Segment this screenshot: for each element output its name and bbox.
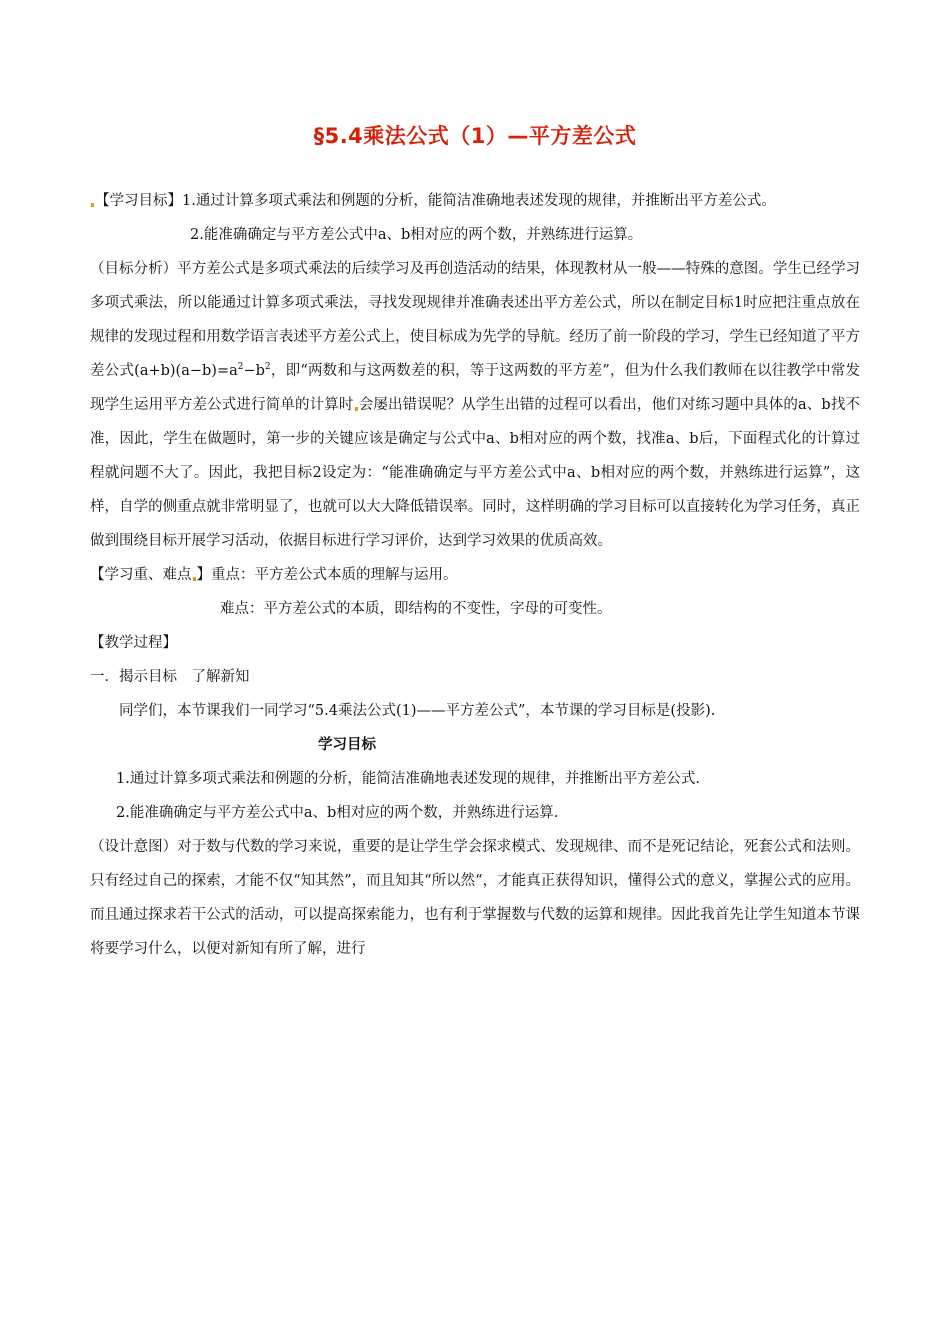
intro-paragraph: 同学们，本节课我们一同学习“5.4乘法公式(1)——平方差公式”，本节课的学习目标是(投影). — [119, 703, 716, 719]
design-paragraph: （设计意图）对于数与代数的学习来说，重要的是让学生学会探求模式、发现规律、而不是死记结论，死套公式和法则。只有经过自己的探索，才能不仅“知其然”，而且知其“所以然“，才能真正获得知识，懂得公式的意义，掌握公式的应用。而且通过探求若干公式的活动，可以提高探索能力，也有利于掌握数与代数的运算和规律。因此我首先让学生知道本节课将要学习什么，以便对新知有所了解，进行 — [90, 839, 860, 957]
key-points — [90, 558, 860, 592]
goal-2: 2.能准确确定与平方差公式中a、b相对应的两个数，并熟练进行运算。 — [190, 227, 643, 243]
process-heading: 【教学过程】 — [90, 635, 177, 651]
mark-icon — [91, 203, 94, 207]
goal-heading: 【学习目标】 — [95, 193, 182, 209]
key-heading: 【学习重、难点 — [90, 567, 192, 583]
goal-paragraph — [90, 184, 860, 218]
goal-1: 1.通过计算多项式乘法和例题的分析，能简洁准确地表述发现的规律，并推断出平方差公式。 — [182, 193, 776, 209]
analysis-text: −b — [243, 363, 265, 379]
analysis-text: ，即“两数和与这两数差的积，等于这两数的平方差”，但为什么我们教师在以往教学中常发现学生运用平方差公式进行简单的计算时 — [90, 363, 861, 413]
analysis-paragraph — [90, 252, 860, 558]
goal-item-1: 1.通过计算多项式乘法和例题的分析，能简洁准确地表述发现的规律，并推断出平方差公式. — [116, 771, 700, 787]
mark-icon — [193, 577, 196, 581]
superscript: 2 — [237, 362, 244, 373]
page-title: §5.4乘法公式（1）—平方差公式 — [313, 124, 637, 148]
key-text: 】重点：平方差公式本质的理解与运用。 — [196, 567, 458, 583]
section-heading: 一．揭示目标 了解新知 — [90, 669, 250, 685]
document-body — [90, 184, 860, 966]
goal-item-2: 2.能准确确定与平方差公式中a、b相对应的两个数，并熟练进行运算. — [116, 805, 559, 821]
superscript: 2 — [264, 362, 271, 373]
analysis-text: （目标分析）平方差公式是多项式乘法的后续学习及再创造活动的结果，体现教材从一般——特殊的意图。学生已经学习多项式乘法，所以能通过计算多项式乘法，寻找发现规律并准确表述出平方差公式，所以在制定目标1时应把注重点放在规律的发现过程和用数学语言表述平方差公式上，使目标成为先学的导航。经历了前一阶段的学习，学生已经知道了平方差公式(a+b)(a−b)=a — [90, 261, 860, 379]
analysis-text: 会屡出错误呢？从学生出错的过程可以看出，他们对练习题中具体的a、b找不准，因此，学生在做题时，第一步的关键应该是确定与公式中a、b相对应的两个数，找准a、b后，下面程式化的计算过程就问题不大了。因此，我把目标2设定为：“能准确确定与平方差公式中a、b相对应的两个数，并熟练进行运算”，这样，自学的侧重点就非常明显了，也就可以大大降低错误率。同时，这样明确的学习目标可以直接转化为学习任务，真正做到围绕目标开展学习活动，依据目标进行学习评价，达到学习效果的优质高效。 — [90, 397, 860, 549]
mark-icon — [355, 407, 358, 411]
sub-title: 学习目标 — [318, 737, 376, 753]
difficulty: 难点：平方差公式的本质，即结构的不变性，字母的可变性。 — [220, 601, 612, 617]
